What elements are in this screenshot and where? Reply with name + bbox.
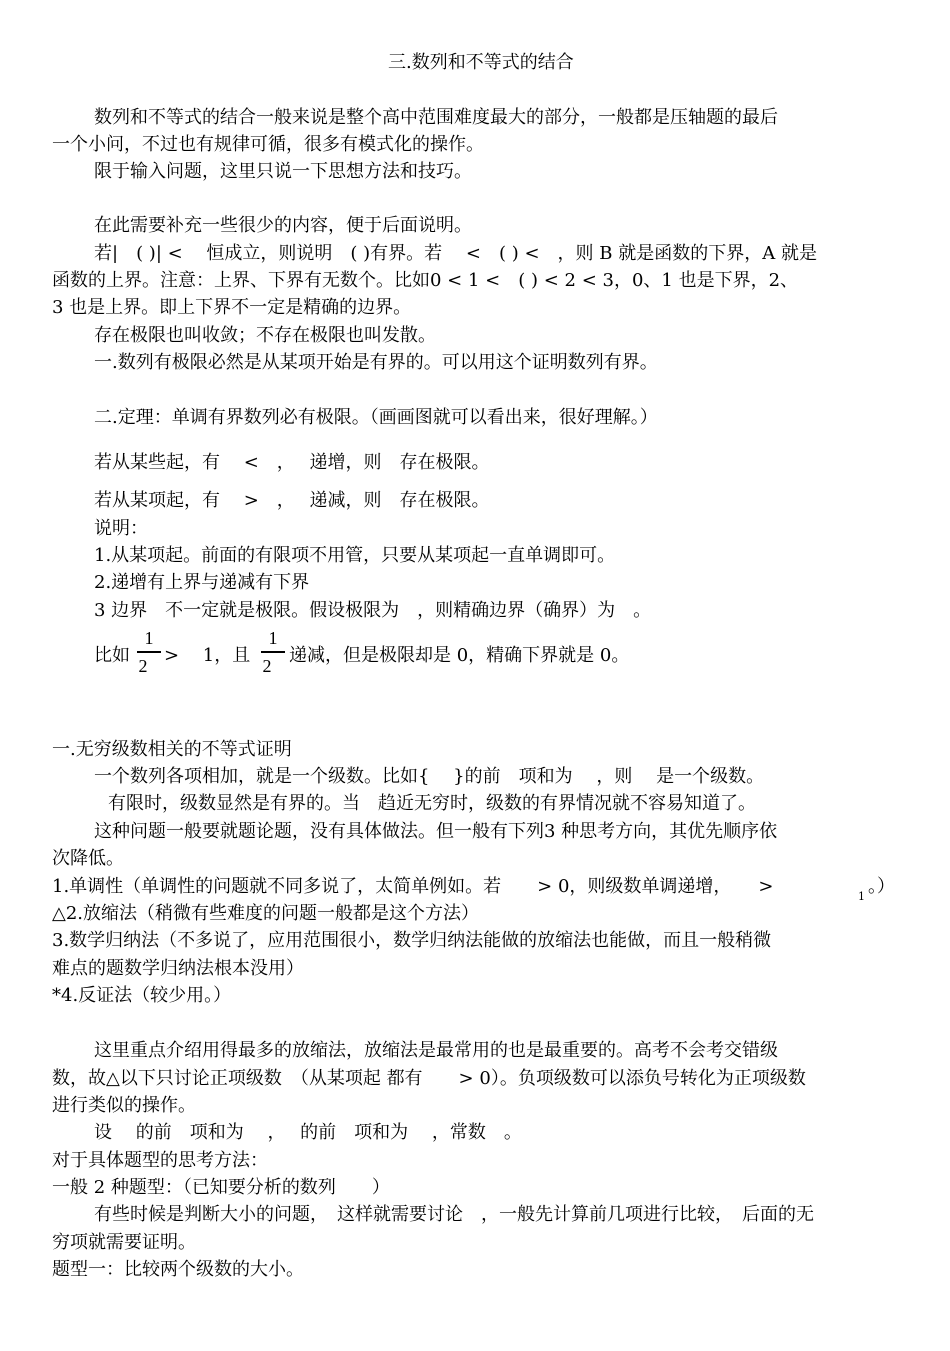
fraction-denominator: 2 [138,656,148,676]
section-heading: 一.无穷级数相关的不等式证明 [52,739,292,760]
text-line: 有些时候是判断大小的问题， 这样就需要讨论 ，一般先计算前几项进行比较， 后面的无 [94,1204,814,1225]
text-line: 对于具体题型的思考方法： [52,1150,268,1171]
text-line: 说明： [94,518,148,539]
text-line: 1.单调性（单调性的问题就不同多说了，太简单例如。若 > 0，则级数单调递增， > [52,876,774,897]
subscript: 1 [858,890,865,903]
text-line: 这里重点介绍用得最多的放缩法，放缩法是最常用的也是最重要的。高考不会考交错级 [94,1040,778,1061]
text-line: 3.数学归纳法（不多说了，应用范围很小，数学归纳法能做的放缩法也能做，而且一般稍微 [52,930,772,951]
text-line: 一个小问，不过也有规律可循，很多有模式化的操作。 [52,134,484,155]
text-line: 比如 [94,645,130,666]
text-line: 存在极限也叫收敛；不存在极限也叫发散。 [94,325,436,346]
text-line: 限于输入问题，这里只说一下思想方法和技巧。 [94,161,472,182]
text-line: > 1，且 [164,645,251,666]
text-line: 有限时，级数显然是有界的。当 趋近无穷时，级数的有界情况就不容易知道了。 [108,793,756,814]
text-line: 一般 2 种题型：（已知要分析的数列 ） [52,1177,390,1198]
text-line: 3 也是上界。即上下界不一定是精确的边界。 [52,297,412,318]
fraction-bar [137,651,161,653]
text-line: 题型一：比较两个级数的大小。 [52,1259,304,1280]
text-line: 二.定理：单调有界数列必有极限。（画画图就可以看出来，很好理解。） [94,407,658,428]
text-line: *4.反证法（较少用。） [52,985,232,1006]
text-line: 。） [868,876,895,897]
text-line: 数列和不等式的结合一般来说是整个高中范围难度最大的部分，一般都是压轴题的最后 [94,107,778,128]
text-line: 数，故△以下只讨论正项级数 （从某项起 都有 > 0）。负项级数可以添负号转化为正项级数 [52,1068,806,1089]
text-line: △2.放缩法（稍微有些难度的问题一般都是这个方法） [52,903,480,924]
text-line: 次降低。 [52,848,124,869]
text-line: 一个数列各项相加，就是一个级数。比如{ }的前 项和为 ，则 是一个级数。 [94,766,765,787]
page-title: 三.数列和不等式的结合 [388,52,574,73]
text-line: 难点的题数学归纳法根本没用） [52,958,304,979]
text-line: 若从某些起，有 < ， 递增，则 存在极限。 [94,452,490,473]
text-line: 穷项就需要证明。 [52,1232,196,1253]
text-line: 函数的上界。注意：上界、下界有无数个。比如0 < 1 < ( ) < 2 < 3，0、1 也是下界，2、 [52,270,799,291]
fraction-numerator: 1 [144,628,154,648]
text-line: 若| ( )| < 恒成立，则说明 ( )有界。若 < ( ) < ，则 B 就是函数的下界，A 就是 [94,243,817,264]
fraction-denominator: 2 [262,656,272,676]
text-line: 2.递增有上界与递减有下界 [94,572,310,593]
text-line: 在此需要补充一些很少的内容，便于后面说明。 [94,215,472,236]
fraction-numerator: 1 [268,628,278,648]
text-line: 若从某项起，有 > ， 递减，则 存在极限。 [94,490,490,511]
text-line: 1.从某项起。前面的有限项不用管，只要从某项起一直单调即可。 [94,545,616,566]
fraction-bar [261,651,285,653]
text-line: 一.数列有极限必然是从某项开始是有界的。可以用这个证明数列有界。 [94,352,658,373]
text-line: 进行类似的操作。 [52,1095,196,1116]
text-line: 递减，但是极限却是 0，精确下界就是 0。 [289,645,630,666]
text-line: 设 的前 项和为 ， 的前 项和为 ，常数 。 [94,1122,522,1143]
text-line: 3 边界 不一定就是极限。假设极限为 ，则精确边界（确界）为 。 [94,600,652,621]
text-line: 这种问题一般要就题论题，没有具体做法。但一般有下列3 种思考方向，其优先顺序依 [94,821,778,842]
